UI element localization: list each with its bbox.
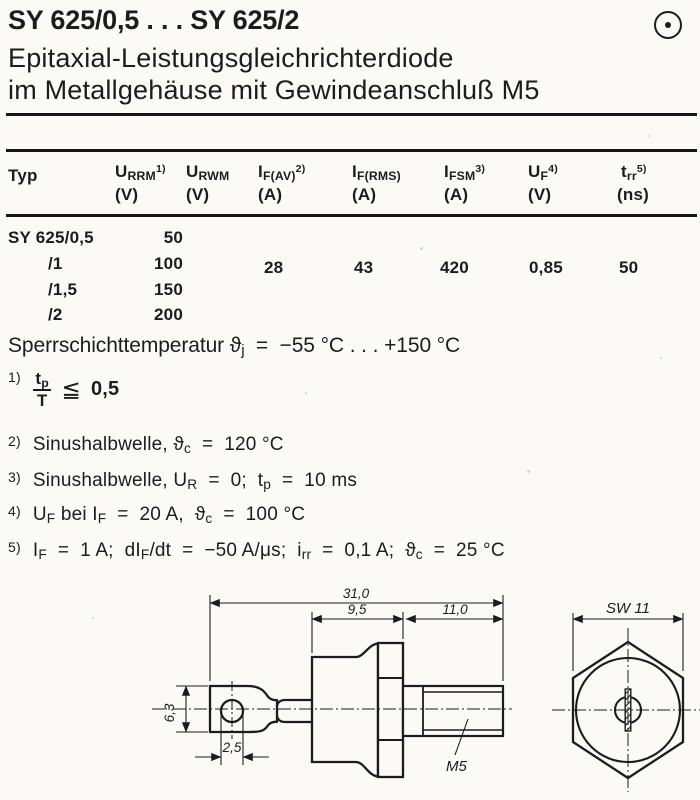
column-header-unit: (V) — [115, 185, 139, 204]
hex-flange — [378, 643, 403, 777]
fraction-tp-over-t — [33, 370, 52, 410]
paper-speckle — [527, 470, 530, 473]
fraction-numerator: $t_p$ — [35, 369, 49, 390]
value-uf: 0,85 — [529, 258, 563, 277]
column-header-symbol: $I_{F(AV)}^{2)}$ — [258, 162, 306, 183]
subtitle-line2: im Metallgehäuse mit Gewindeanschluß M5 — [8, 75, 540, 105]
fraction-denominator: T — [33, 389, 52, 410]
paper-speckle — [305, 392, 307, 394]
column-header-unit: (V) — [186, 185, 210, 204]
column-header-ifav — [258, 162, 305, 205]
footnote-5: $^{5)}$ $I_F = 1$ A; $dI_F/dt = -50$ A/μs; $i_{rr} = 0,1$ A; $ϑ_c = 25$ °C — [8, 539, 505, 562]
footnote-marker: 2) — [8, 433, 21, 449]
column-header-ifsm — [444, 162, 485, 205]
column-header-symbol: $I_{FSM}^{3)}$ — [444, 162, 486, 183]
column-header-unit: (V) — [528, 185, 552, 204]
dimension-lug-width: 6,3 — [162, 703, 177, 723]
footnote-2: $^{2)}$ Sinushalbwelle, $ϑ_c = 120$ °C — [8, 433, 284, 456]
table-row-urrm: 50 — [163, 228, 183, 247]
table-row-typ: /1 — [48, 254, 63, 273]
column-header-symbol: $U_{RWM}$ — [186, 162, 230, 183]
thread-size-label: M5 — [446, 758, 467, 775]
column-header-symbol: $t_{rr}^{5)}$ — [621, 162, 647, 183]
package-end-view-drawing — [538, 583, 700, 800]
diode-body — [312, 644, 378, 777]
column-header-urwm — [186, 162, 229, 205]
table-row-typ: /1,5 — [48, 280, 78, 299]
value-ifsm: 420 — [440, 258, 469, 277]
dimension-body-length: 9,5 — [347, 602, 367, 617]
paper-speckle — [648, 135, 650, 137]
table-row-typ: SY 625/0,5 — [8, 228, 94, 247]
table-row-urrm: 100 — [154, 254, 183, 273]
wrench-size-label: SW 11 — [606, 600, 650, 617]
paper-speckle — [92, 617, 94, 619]
column-header-trr — [617, 162, 649, 205]
paper-speckle — [660, 357, 662, 359]
junction-temperature-line: Sperrschichttemperatur $ϑ_j = -55$ °C . . . +150 °C — [8, 334, 461, 360]
value-trr: 50 — [619, 258, 639, 277]
column-header-symbol: $I_{F(RMS)}$ — [352, 162, 401, 183]
subtitle-line1: Epitaxial-Leistungsgleichrichterdiode — [8, 43, 454, 73]
table-row-urrm: 150 — [154, 280, 183, 299]
table-row-typ: /2 — [48, 305, 63, 324]
column-header-typ: Typ — [8, 166, 38, 185]
value-if-av: 28 — [264, 258, 284, 277]
divider-header-bottom — [6, 214, 697, 217]
lead-wire — [277, 700, 313, 722]
footnote-3: $^{3)}$ Sinushalbwelle, $U_R = 0$; $t_p = 10$ ms — [8, 469, 358, 492]
package-side-view-drawing — [150, 583, 522, 798]
paper-speckle — [420, 247, 423, 250]
footnote-1 — [8, 370, 119, 410]
circle-dot-icon — [654, 11, 682, 39]
less-equal-symbol: ≦ — [61, 376, 81, 403]
table-row-urrm: 200 — [154, 305, 183, 324]
footnote-1-value: 0,5 — [90, 378, 120, 401]
column-header-symbol: $U_{RRM}^{1)}$ — [115, 162, 166, 183]
divider-table-top — [6, 149, 697, 152]
footnote-marker: 4) — [8, 503, 21, 519]
value-if-rms: 43 — [354, 258, 374, 277]
footnote-marker: 1) — [8, 369, 21, 385]
footnote-marker: 5) — [8, 539, 21, 555]
footnote-marker: 3) — [8, 469, 21, 485]
page-title: SY 625/0,5 . . . SY 625/2 — [8, 5, 300, 35]
column-header-unit: (A) — [258, 185, 283, 204]
footnote-4: $^{4)}$ $U_F$ bei $I_F = 20$ A, $ϑ_c = 100$ °C — [8, 503, 306, 526]
column-header-ifrms — [352, 162, 401, 205]
divider-top — [6, 113, 697, 116]
threaded-stud — [403, 686, 503, 736]
dimension-thread-length: 11,0 — [442, 602, 468, 617]
column-header-unit: (A) — [444, 185, 469, 204]
dimension-hole: 2,5 — [222, 740, 242, 755]
column-header-unit: (ns) — [617, 185, 649, 204]
column-header-unit: (A) — [352, 185, 377, 204]
dimension-overall-length: 31,0 — [342, 586, 370, 601]
column-header-urrm — [115, 162, 166, 205]
column-header-symbol: $U_F^{4)}$ — [528, 162, 558, 183]
column-header-uf — [528, 162, 558, 205]
